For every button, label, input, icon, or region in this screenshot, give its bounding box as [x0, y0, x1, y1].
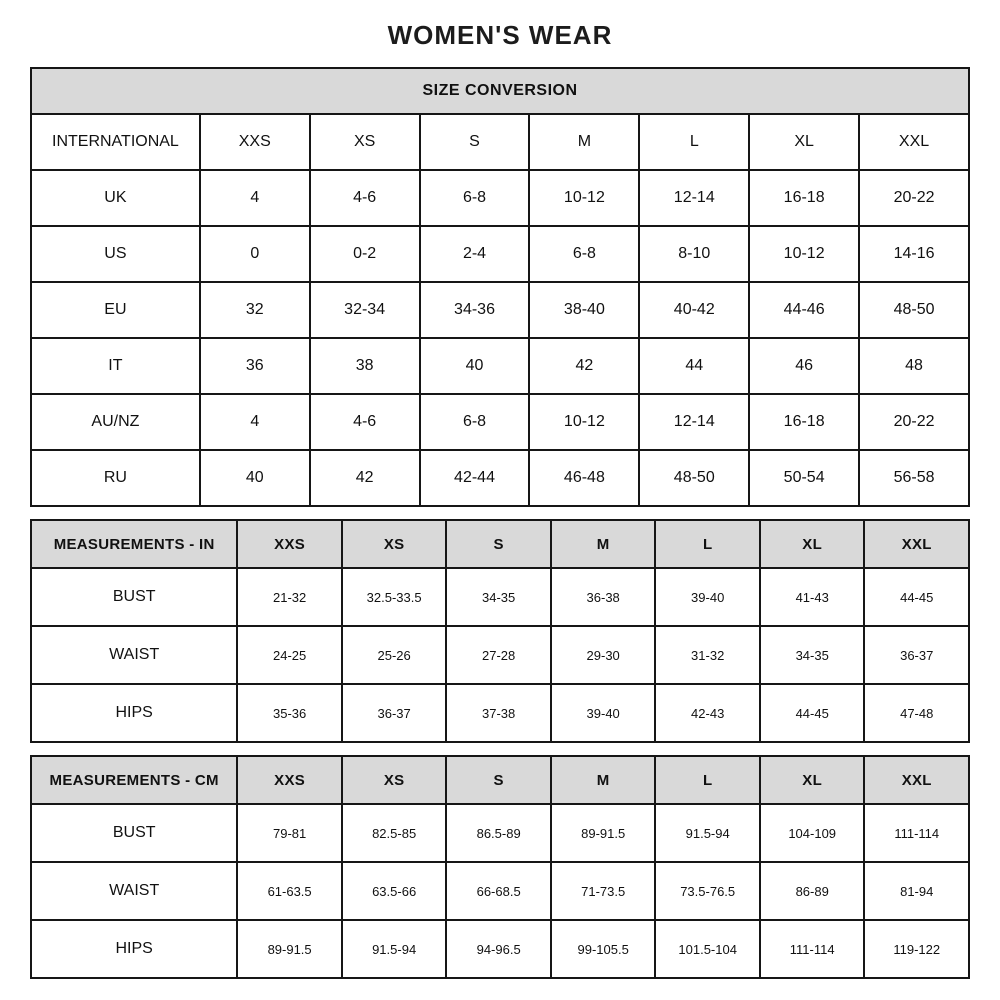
measurements-cm-table: [30, 755, 970, 979]
value-cell: 111-114: [760, 920, 865, 978]
value-cell: 6-8: [529, 226, 639, 282]
value-cell: 94-96.5: [446, 920, 551, 978]
value-cell: 48-50: [639, 450, 749, 506]
value-cell: 42-43: [655, 684, 760, 742]
value-cell: 82.5-85: [342, 804, 447, 862]
value-cell: 6-8: [420, 170, 530, 226]
header-label-cell: MEASUREMENTS - CM: [31, 756, 237, 804]
size-header-cell: XL: [749, 114, 859, 170]
value-cell: 10-12: [529, 170, 639, 226]
value-cell: 32: [200, 282, 310, 338]
value-cell: 10-12: [529, 394, 639, 450]
value-cell: 34-36: [420, 282, 530, 338]
size-header-cell: XXS: [237, 520, 342, 568]
value-cell: 44-45: [864, 568, 969, 626]
value-cell: 4-6: [310, 170, 420, 226]
value-cell: 79-81: [237, 804, 342, 862]
row-label-cell: UK: [31, 170, 200, 226]
table-row: [31, 920, 969, 978]
value-cell: 36: [200, 338, 310, 394]
table-row: [31, 450, 969, 506]
value-cell: 25-26: [342, 626, 447, 684]
size-header-cell: L: [655, 756, 760, 804]
value-cell: 42: [310, 450, 420, 506]
value-cell: 24-25: [237, 626, 342, 684]
table-row: [31, 226, 969, 282]
value-cell: 0-2: [310, 226, 420, 282]
value-cell: 44: [639, 338, 749, 394]
row-label-cell: AU/NZ: [31, 394, 200, 450]
size-header-cell: L: [639, 114, 749, 170]
row-label-cell: RU: [31, 450, 200, 506]
size-conversion-table: [30, 67, 970, 507]
row-label-cell: IT: [31, 338, 200, 394]
value-cell: 91.5-94: [342, 920, 447, 978]
value-cell: 37-38: [446, 684, 551, 742]
size-header-cell: M: [551, 756, 656, 804]
table-row: [31, 170, 969, 226]
value-cell: 4-6: [310, 394, 420, 450]
value-cell: 40-42: [639, 282, 749, 338]
table-row: [31, 862, 969, 920]
value-cell: 32.5-33.5: [342, 568, 447, 626]
row-label-cell: BUST: [31, 804, 237, 862]
value-cell: 46-48: [529, 450, 639, 506]
value-cell: 47-48: [864, 684, 969, 742]
value-cell: 81-94: [864, 862, 969, 920]
value-cell: 20-22: [859, 394, 969, 450]
value-cell: 6-8: [420, 394, 530, 450]
size-header-cell: XXS: [200, 114, 310, 170]
size-header-cell: XXL: [864, 756, 969, 804]
value-cell: 71-73.5: [551, 862, 656, 920]
value-cell: 21-32: [237, 568, 342, 626]
page-title: WOMEN'S WEAR: [387, 20, 613, 50]
header-label-cell: MEASUREMENTS - IN: [31, 520, 237, 568]
size-header-cell: S: [420, 114, 530, 170]
value-cell: 48: [859, 338, 969, 394]
row-label-cell: EU: [31, 282, 200, 338]
value-cell: 44-45: [760, 684, 865, 742]
row-label-cell: US: [31, 226, 200, 282]
value-cell: 73.5-76.5: [655, 862, 760, 920]
value-cell: 12-14: [639, 394, 749, 450]
size-header-cell: XS: [310, 114, 420, 170]
value-cell: 31-32: [655, 626, 760, 684]
size-header-cell: S: [446, 756, 551, 804]
value-cell: 34-35: [760, 626, 865, 684]
value-cell: 36-38: [551, 568, 656, 626]
value-cell: 0: [200, 226, 310, 282]
value-cell: 111-114: [864, 804, 969, 862]
value-cell: 61-63.5: [237, 862, 342, 920]
value-cell: 39-40: [655, 568, 760, 626]
size-header-cell: XXL: [864, 520, 969, 568]
value-cell: 29-30: [551, 626, 656, 684]
value-cell: 20-22: [859, 170, 969, 226]
table-header-row: [31, 756, 969, 804]
size-header-cell: L: [655, 520, 760, 568]
value-cell: 56-58: [859, 450, 969, 506]
value-cell: 44-46: [749, 282, 859, 338]
table-row: [31, 626, 969, 684]
value-cell: 63.5-66: [342, 862, 447, 920]
value-cell: 38: [310, 338, 420, 394]
size-header-cell: XL: [760, 756, 865, 804]
value-cell: 35-36: [237, 684, 342, 742]
value-cell: 86.5-89: [446, 804, 551, 862]
size-header-cell: XL: [760, 520, 865, 568]
value-cell: 4: [200, 170, 310, 226]
size-header-cell: M: [551, 520, 656, 568]
value-cell: 40: [200, 450, 310, 506]
table-row: [31, 338, 969, 394]
measurements-in-table: [30, 519, 970, 743]
table-row: [31, 684, 969, 742]
value-cell: 89-91.5: [551, 804, 656, 862]
table-row: [31, 282, 969, 338]
row-label-cell: BUST: [31, 568, 237, 626]
value-cell: 10-12: [749, 226, 859, 282]
row-label-cell: HIPS: [31, 920, 237, 978]
size-header-cell: S: [446, 520, 551, 568]
value-cell: 104-109: [760, 804, 865, 862]
value-cell: 2-4: [420, 226, 530, 282]
value-cell: 42-44: [420, 450, 530, 506]
value-cell: 36-37: [864, 626, 969, 684]
value-cell: 50-54: [749, 450, 859, 506]
table-title: SIZE CONVERSION: [31, 68, 969, 114]
value-cell: 40: [420, 338, 530, 394]
table-header-row: [31, 114, 969, 170]
value-cell: 32-34: [310, 282, 420, 338]
table-row: [31, 394, 969, 450]
table-row: [31, 804, 969, 862]
size-header-cell: XS: [342, 756, 447, 804]
size-header-cell: M: [529, 114, 639, 170]
value-cell: 8-10: [639, 226, 749, 282]
value-cell: 41-43: [760, 568, 865, 626]
value-cell: 101.5-104: [655, 920, 760, 978]
value-cell: 99-105.5: [551, 920, 656, 978]
size-header-cell: XS: [342, 520, 447, 568]
value-cell: 38-40: [529, 282, 639, 338]
header-label-cell: INTERNATIONAL: [31, 114, 200, 170]
table-title-row: [31, 68, 969, 114]
row-label-cell: WAIST: [31, 626, 237, 684]
value-cell: 39-40: [551, 684, 656, 742]
value-cell: 42: [529, 338, 639, 394]
value-cell: 34-35: [446, 568, 551, 626]
row-label-cell: HIPS: [31, 684, 237, 742]
value-cell: 86-89: [760, 862, 865, 920]
value-cell: 27-28: [446, 626, 551, 684]
value-cell: 48-50: [859, 282, 969, 338]
row-label-cell: WAIST: [31, 862, 237, 920]
value-cell: 46: [749, 338, 859, 394]
value-cell: 16-18: [749, 170, 859, 226]
value-cell: 119-122: [864, 920, 969, 978]
value-cell: 91.5-94: [655, 804, 760, 862]
value-cell: 14-16: [859, 226, 969, 282]
value-cell: 89-91.5: [237, 920, 342, 978]
value-cell: 66-68.5: [446, 862, 551, 920]
value-cell: 36-37: [342, 684, 447, 742]
value-cell: 12-14: [639, 170, 749, 226]
table-row: [31, 568, 969, 626]
value-cell: 4: [200, 394, 310, 450]
value-cell: 16-18: [749, 394, 859, 450]
table-header-row: [31, 520, 969, 568]
size-header-cell: XXS: [237, 756, 342, 804]
size-header-cell: XXL: [859, 114, 969, 170]
